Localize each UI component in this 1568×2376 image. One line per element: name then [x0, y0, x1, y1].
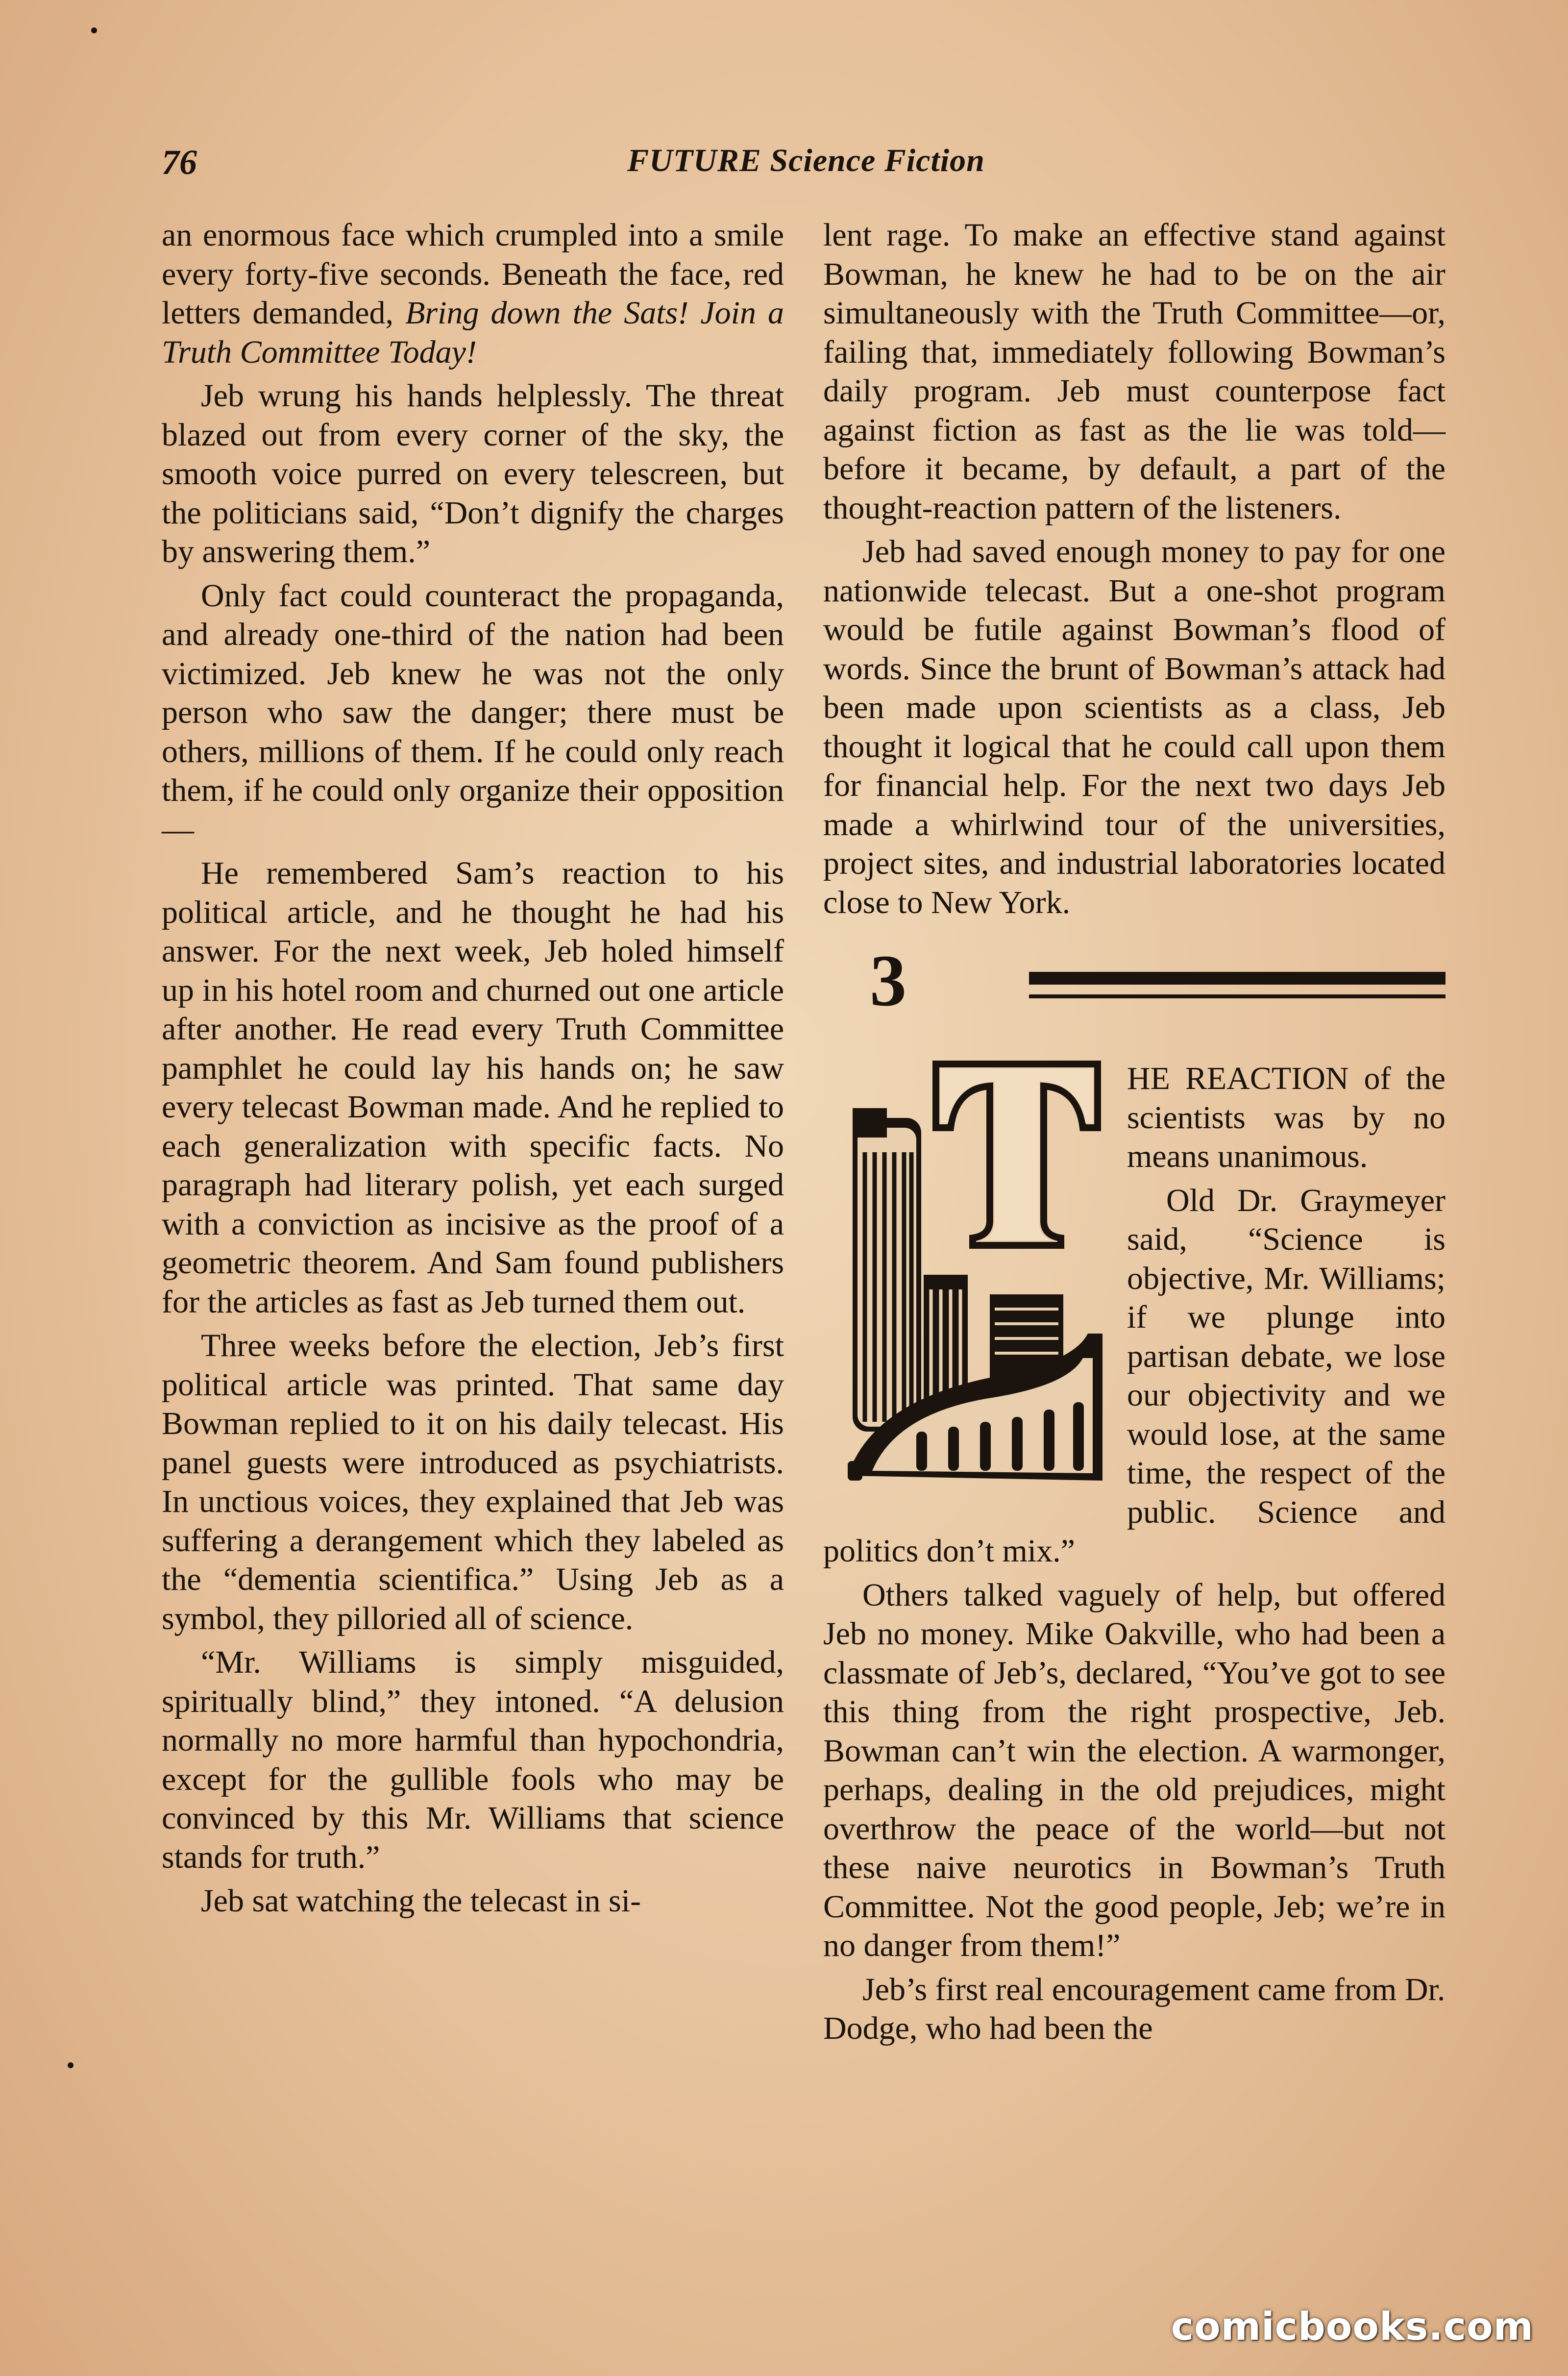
paragraph [162, 216, 784, 371]
chapter-rule [1029, 972, 1446, 985]
paragraph: Jeb wrung his hands helplessly. The threat blazed out from every corner of the sky, the smooth voice purred on every telescreen, but the politicians said, “Don’t dignify the charges by answering them.” [162, 378, 784, 569]
chapter-heading [823, 941, 1446, 1040]
paragraph: Three weeks before the election, Jeb’s first political article was printed. That same day Bowman replied to it on his daily telecast. His panel guests were introduced as psychiatrists. In unctious voices, they explained that Jeb was suffering a derangement which they labeled as the “dementia scientifica.” Using Jeb as a symbol, they pilloried all of science. [162, 1328, 784, 1636]
paragraph: HE REACTION of the scientists was by no means unanimous. [1127, 1061, 1446, 1174]
paragraph: Only fact could counteract the propaganda, and already one-third of the nation had been victimized. Jeb knew he was not the only person who saw the danger; there must be others, millions of them. If he could only reach them, if he could only organize their opposition— [162, 577, 784, 847]
italic-slogan: Bring down the Sats! Join a Truth Committee Today! [162, 295, 784, 370]
paragraph: “Mr. Williams is simply misguided, spiritually blind,” they intoned. “A delusion normally no more harmful than hypochondria, except for the gullible fools who may be convinced by this Mr. Williams that science stands for truth.” [162, 1644, 784, 1875]
right-column [823, 216, 1446, 2053]
page-header [162, 142, 1450, 186]
page-number: 76 [162, 143, 197, 182]
paragraph: Jeb’s first real encouragement came from Dr. Dodge, who had been the [823, 1971, 1446, 2046]
paragraph: He remembered Sam’s reaction to his political article, and he thought he had his answer. For the next week, Jeb holed himself up in his hotel room and churned out one article after another. He read every Truth Committee pamphlet he could lay his hands on; he saw every telecast Bowman made. And he replied to each generalization with specific facts. No paragraph had literary polish, yet each surged with a conviction as incisive as the proof of a geometric theorem. And Sam found publishers for the articles as fast as Jeb turned them out. [162, 855, 784, 1320]
chapter-rule [1029, 994, 1446, 998]
drop-cap-illustration [823, 1059, 1117, 1500]
left-column [162, 216, 784, 1926]
city-skyline-icon [843, 1059, 1107, 1490]
scan-speck [68, 2062, 74, 2068]
chapter-number: 3 [870, 940, 906, 1021]
running-title: FUTURE Science Fiction [627, 143, 985, 178]
site-watermark: comicbooks.com [1171, 2305, 1534, 2349]
paragraph: Old Dr. Graymeyer said, “Science is objective, Mr. Williams; if we plunge into partisan debate, we lose our objectivity and we would lose, at the same time, the respect of the public. Science and politics don’t mix.” [823, 1182, 1446, 1569]
paragraph: lent rage. To make an effective stand against Bowman, he knew he had to be on the air simultaneously with the Truth Committee—or, failing that, immediately following Bowman’s daily program. Jeb must counterpose fact against fiction as fast as the lie was told—before it became, by default, a part of the thought-reaction pattern of the listeners. [823, 217, 1446, 526]
paragraph-text: an enormous face which crumpled into a smile every forty-five seconds. Beneath the face, red letters demanded, [162, 217, 784, 331]
scan-speck [91, 27, 97, 33]
paragraph: Jeb sat watching the telecast in si- [201, 1883, 641, 1919]
paragraph: Jeb had saved enough money to pay for one nationwide telecast. But a one-shot program would be futile against Bowman’s flood of words. Since the brunt of Bowman’s attack had been made upon scientists as a class, Jeb thought it logical that he could call upon them for financial help. For the next two days Jeb made a whirlwind tour of the universities, project sites, and industrial laboratories located close to New York. [823, 534, 1446, 920]
paragraph: Others talked vaguely of help, but offered Jeb no money. Mike Oakville, who had been a classmate of Jeb’s, declared, “You’ve got to see this thing from the right prospective, Jeb. Bowman can’t win the election. A warmonger, perhaps, dealing in the old prejudices, might overthrow the peace of the world—but not these naive neurotics in Bowman’s Truth Committee. Not the good people, Jeb; we’re in no danger from them!” [823, 1577, 1446, 1963]
